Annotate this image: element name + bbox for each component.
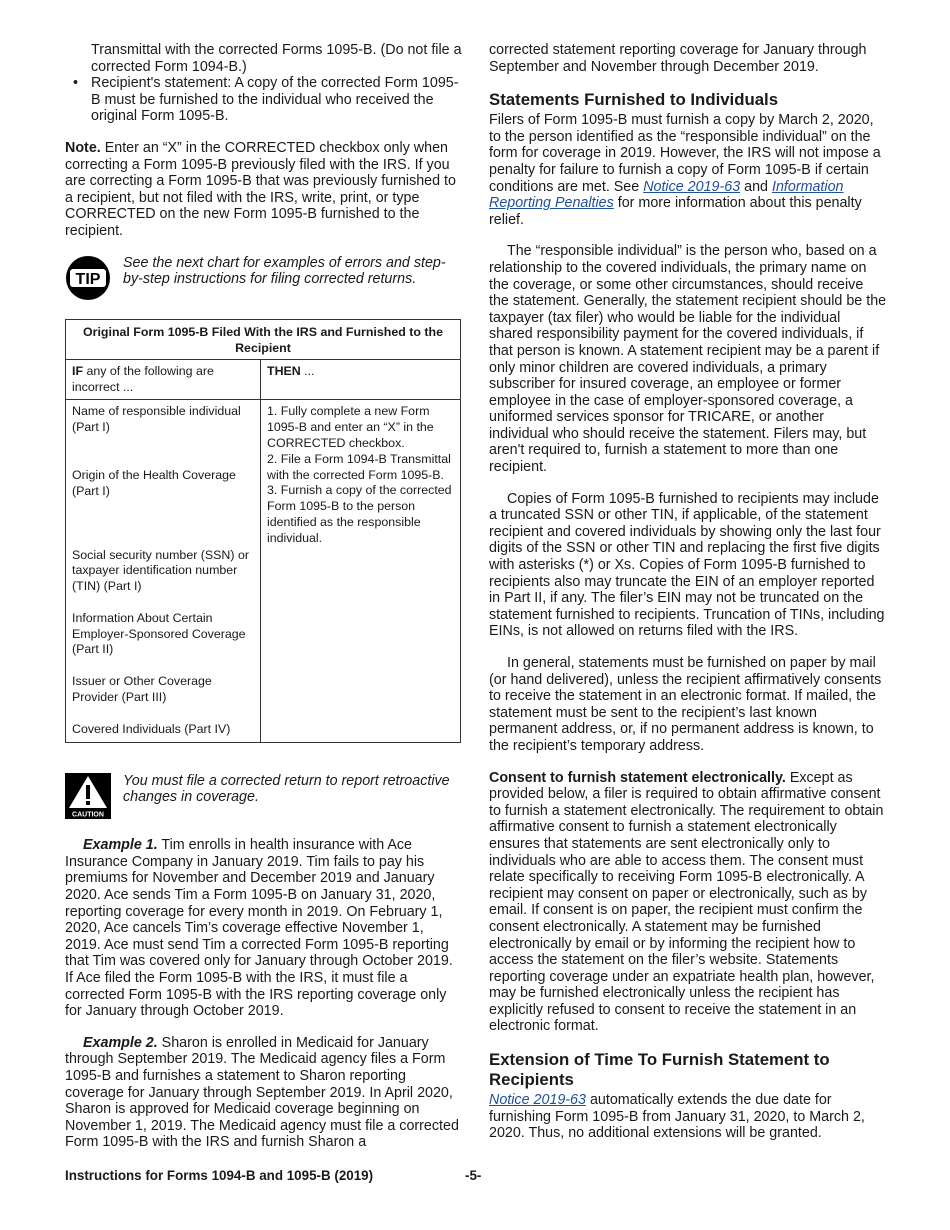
bullet-item (65, 75, 463, 125)
if-item: Information About Certain Employer-Sponsored Coverage (Part II) (72, 610, 246, 657)
note-label: Note. (65, 139, 101, 156)
paper-mail-paragraph: In general, statements must be furnished on paper by mail (or hand delivered), unless the recipient affirmatively consents to receive the statement in an electronic format. If mailed, the statement must be sent to the recipient’s last known permanent address, or, if no permanent address is known, to the recipient’s temporary address. (489, 655, 882, 754)
continuation-text: corrected statement reporting coverage for January through September and November through December 2019. (489, 42, 867, 75)
bullet-continuation: Transmittal with the corrected Forms 1095-B. (Do not file a corrected Form 1094-B.) (91, 42, 462, 75)
example-2-text: Sharon is enrolled in Medicaid for January through September 2019. The Medicaid agency files a Form 1095-B and furnishes a statement to Sharon reporting coverage for January through September 2019. In April 2020, Sharon is approved for Medicaid coverage beginning on November 1, 2019. The Medicaid agency must file a corrected Form 1095-B with the IRS and furnish Sharon a (65, 1034, 459, 1151)
caution-icon-label: CAUTION (72, 811, 104, 819)
consent-label: Consent to furnish statement electronically. (489, 769, 786, 786)
example-2-label: Example 2. (83, 1034, 158, 1051)
if-items-cell (66, 400, 261, 742)
then-steps-cell (261, 400, 461, 742)
left-column (65, 42, 463, 1151)
responsible-individual-paragraph: The “responsible individual” is the person who, based on a relationship to the covered individuals, the primary name on the coverage, or some other circumstances, should receive the statement. Generally, the statement recipient should be the taxpayer (tax filer) who would be liable for the individual shared responsibility payment for the covered individuals, if that person is known. A statement recipient may be a parent if only minor children are covered individuals, a primary subscriber for insured coverage, an employee or former employee in the case of employer-sponsored coverage, a uniformed services sponsor for TRICARE, or another individual who should receive the statement. Filers may, but aren't required to, furnish a statement to more than one recipient. (489, 243, 887, 476)
example-1-label: Example 1. (83, 837, 158, 854)
tip-icon-label: TIP (75, 270, 101, 288)
if-item: Name of responsible individual (Part I) (72, 404, 241, 435)
caution-text: You must file a corrected return to report retroactive changes in coverage. (123, 772, 450, 806)
extension-paragraph: Notice 2019-63 automatically extends the due date for furnishing Form 1095-B from January 31, 2020, to March 2, 2020. Thus, no additional extensions will be granted. (489, 1092, 865, 1142)
then-step: 1. Fully complete a new Form 1095-B and enter an “X” in the CORRECTED checkbox. (267, 404, 434, 450)
then-header: THEN ... (261, 359, 461, 400)
statements-paragraph: Filers of Form 1095-B must furnish a copy by March 2, 2020, to the person identified as the “responsible individual” on the form for coverage in 2019. However, the IRS will not impose a penalty for failure to furnish a copy of Form 1095-B if certain conditions are met. See Notice 2019-63 and Information Reporting Penalties for more information about this penalty relief. (489, 112, 881, 228)
table-title: Original Form 1095-B Filed With the IRS and Furnished to the Recipient (66, 320, 461, 360)
if-item: Covered Individuals (Part IV) (72, 721, 231, 736)
tip-text: See the next chart for examples of errors and step-by-step instructions for filing corrected returns. (123, 254, 446, 288)
right-column (489, 42, 887, 1142)
caution-note (65, 773, 463, 824)
example-1 (65, 837, 463, 1020)
if-item: Social security number (SSN) or taxpayer identification number (TIN) (Part I) (72, 547, 249, 594)
footer-doc-title: Instructions for Forms 1094-B and 1095-B (2019) (65, 1168, 374, 1183)
example-2 (65, 1035, 463, 1151)
if-header: IF any of the following are incorrect ... (66, 359, 261, 400)
note-text: Enter an “X” in the CORRECTED checkbox only when correcting a Form 1095-B previously filed with the IRS. If you are correcting a Form 1095-B that was previously furnished to a recipient, but not filed with the IRS, write, print, or type CORRECTED on the new Form 1095-B furnished to the recipient. (65, 139, 456, 239)
section-heading-extension: Extension of Time To Furnish Statement to Recipients (489, 1050, 830, 1090)
example-1-text: Tim enrolls in health insurance with Ace Insurance Company in January 2019. Tim fails to pay his premiums for November and December 2019 and January 2020. Ace sends Tim a Form 1095-B on January 31, 2020, reporting coverage for every month in 2019. On February 1, 2020, Ace cancels Tim’s coverage effective November 1, 2019. Ace must send Tim a corrected Form 1095-B reporting that Tim was covered only for January through October 2019. If Ace filed the Form 1095-B with the IRS, it must file a corrected Form 1095-B with the IRS reporting coverage only for January through October 2019. (65, 837, 453, 1020)
bullet-dot: • (73, 75, 79, 92)
if-item: Issuer or Other Coverage Provider (Part III) (72, 674, 212, 705)
caution-icon (65, 773, 117, 824)
section-heading-statements: Statements Furnished to Individuals (489, 90, 779, 110)
truncation-paragraph: Copies of Form 1095-B furnished to recipients may include a truncated SSN or other TIN, if applicable, of the statement recipient and covered individuals by showing only the last four digits of the SSN or other TIN and replacing the first five digits with asterisks (*) or Xs. Copies of Form 1095-B furnished to recipients also may truncate the EIN of an employer reported in Part II, if any. The filer’s EIN may not be truncated on the statement furnished to recipients. Truncation of TINs, including EINs, is not allowed on returns filed with the IRS. (489, 490, 885, 640)
consent-text: Except as provided below, a filer is required to obtain affirmative consent to furnish a statement electronically. The requirement to obtain affirmative consent to furnish a statement electronically ensures that statements are sent electronically only to individuals who are able to access them. The consent must relate specifically to receiving Form 1095-B electronically. A recipient may consent on paper or electronically, such as by email. If consent is on paper, the recipient must confirm the consent electronically. A statement may be furnished electronically by email or by informing the recipient how to access the statement on the filer’s website. Statements reporting coverage under an expatriate health plan, however, may be furnished electronically unless the recipient has explicitly refused to consent to receive the statement in an electronic format. (489, 769, 884, 1035)
tip-icon (65, 255, 117, 306)
note-paragraph (65, 140, 463, 240)
bullet-text: Recipient's statement: A copy of the corrected Form 1095-B must be furnished to the individual who received the original Form 1095-B. (91, 75, 459, 125)
then-step: 2. File a Form 1094-B Transmittal with the corrected Form 1095-B. (267, 451, 451, 482)
notice-2019-63-link[interactable]: Notice 2019-63 (643, 178, 741, 195)
consent-paragraph (489, 770, 887, 1036)
corrections-table (65, 319, 461, 743)
tip-note (65, 255, 463, 306)
information-reporting-penalties-link[interactable]: Information Reporting Penalties (489, 178, 844, 212)
then-step: 3. Furnish a copy of the corrected Form 1095-B to the person identified as the responsible individual. (267, 483, 452, 545)
page-number: -5- (465, 1168, 482, 1183)
page-footer (65, 1168, 885, 1183)
if-item: Origin of the Health Coverage (Part I) (72, 467, 236, 498)
notice-2019-63-link-2[interactable]: Notice 2019-63 (489, 1092, 586, 1109)
